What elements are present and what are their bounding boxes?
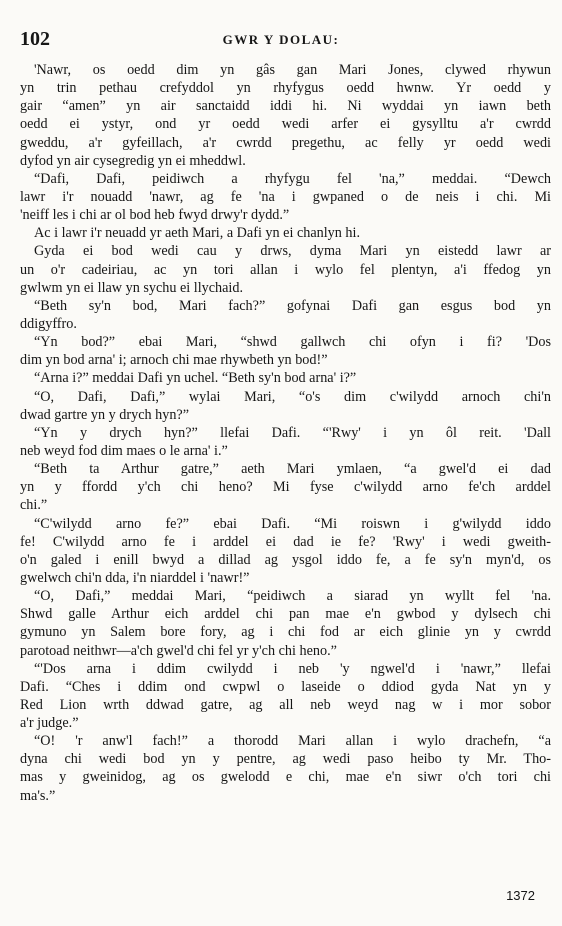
body-text [20,61,551,881]
text-line: a'r judge.” [20,715,79,732]
text-line: dwad gartre yn y drych hyn?” [20,406,190,423]
text-line: “'Dos arna i ddim cwilydd i neb 'y ngwel'd i 'nawr,” llefai [34,660,551,677]
text-line: “Dafi, Dafi, peidiwch a rhyfygu fel 'na,” meddai. “Dewch [34,170,551,187]
text-line: gweddu, a'r gyfeillach, a'r cwrdd pregethu, ac felly yr oedd wedi [20,134,551,151]
text-line: neb weyd fod dim maes o le arna' i.” [20,442,228,459]
text-line: Red Lion wrth ddwad gatre, ag all neb weyd nag w i mor sobor [20,696,551,713]
text-line: oedd ei ystyr, ond yr oedd wedi arfer ei gysylltu a'r cwrdd [20,116,551,133]
text-line: Gyda ei bod wedi cau y drws, dyma Mari yn eistedd lawr ar [34,243,551,260]
text-line: “O, Dafi, Dafi,” wylai Mari, “o's dim c'wilydd arnoch chi'n [34,388,551,405]
text-line: o'n galed i enill bwyd a dillad ag ysgol iddo fe, a fe sy'n myn'd, os [20,551,551,568]
text-line: “C'wilydd arno fe?” ebai Dafi. “Mi roiswn i g'wilydd iddo [34,515,551,532]
text-line: Dafi. “Ches i ddim ond cwpwl o laseide o ddiod gyda Nat yn y [20,678,551,695]
text-line: ddigyffro. [20,315,77,332]
text-line: gwlwm yn ei llaw yn sychu ei llychaid. [20,279,244,296]
page-number: 102 [20,28,50,50]
running-head: GWR Y DOLAU: [222,32,340,47]
text-line: Shwd galle Arthur eich arddel chi pan mae e'n gwbod y dylsech chi [20,606,551,623]
text-line: gair “amen” yn air sanctaidd iddi hi. Ni wyddai yn iawn beth [20,98,551,115]
text-line: ma's.” [20,787,56,804]
text-line: dim yn bod arna' i; arnoch chi mae rhywbeth yn bod!” [20,352,328,369]
text-line: “Arna i?” meddai Dafi yn uchel. “Beth sy'n bod arna' i?” [34,370,357,387]
text-line: 'neiff les i chi ar ol bod heb fwyd drwy'r dydd.” [20,207,290,224]
scan-number: 1372 [506,888,535,903]
text-line: lawr i'r nouadd 'nawr, ag fe 'na i gwpaned o de neis i chi. Mi [20,188,551,205]
text-line: “Beth ta Arthur gatre,” aeth Mari ymlaen, “a gwel'd ei dad [34,461,551,478]
text-line: Ac i lawr i'r neuadd yr aeth Mari, a Dafi yn ei chanlyn hi. [34,225,360,242]
text-line: “O! 'r anw'l fach!” a thorodd Mari allan i wylo drachefn, “a [34,733,551,750]
text-line: gwelwch chi'n dda, i'n niarddel i 'nawr!” [20,569,250,586]
page-header [20,28,542,50]
text-line: yn y ffordd y'ch chi heno? Mi fyse c'wilydd arno fe'ch arddel [20,479,551,496]
text-line: gymuno yn Salem bore fory, ag i chi fod ar eich glinie yn y cwrdd [20,624,551,641]
text-line: dyna chi wedi bod yn y pentre, ag wedi paso heibo ty Mr. Tho- [20,751,551,768]
text-line: fe! C'wilydd arno fe i arddel ei dad ie fe? 'Rwy' i wedi gweith- [20,533,551,550]
text-line: parotoad neithwr—a'ch gwel'd chi fel yr y'ch chi heno.” [20,642,337,659]
text-line: chi.” [20,497,48,514]
text-line: mas y gweinidog, ag os gwelodd e chi, mae e'n siwr o'ch tori chi [20,769,551,786]
text-line: “Yn bod?” ebai Mari, “shwd gallwch chi ofyn i fi? 'Dos [34,334,551,351]
text-line: “Yn y drych hyn?” llefai Dafi. “'Rwy' i yn ôl reit. 'Dall [34,424,551,441]
text-line: 'Nawr, os oedd dim yn gâs gan Mari Jones, clywed rhywun [34,62,551,78]
text-line: dyfod yn air cysegredig yn ei mheddwl. [20,152,246,169]
text-line: un o'r cadeiriau, ac yn tori allan i wylo fel plentyn, a'i ffedog yn [20,261,551,278]
text-line: yn trin pethau crefyddol yn rhyfygus oedd hwnw. Yr oedd y [20,80,551,97]
text-line: “Beth sy'n bod, Mari fach?” gofynai Dafi gan esgus bod yn [34,297,551,314]
text-line: “O, Dafi,” meddai Mari, “peidiwch a siarad yn wyllt fel 'na. [34,588,551,605]
